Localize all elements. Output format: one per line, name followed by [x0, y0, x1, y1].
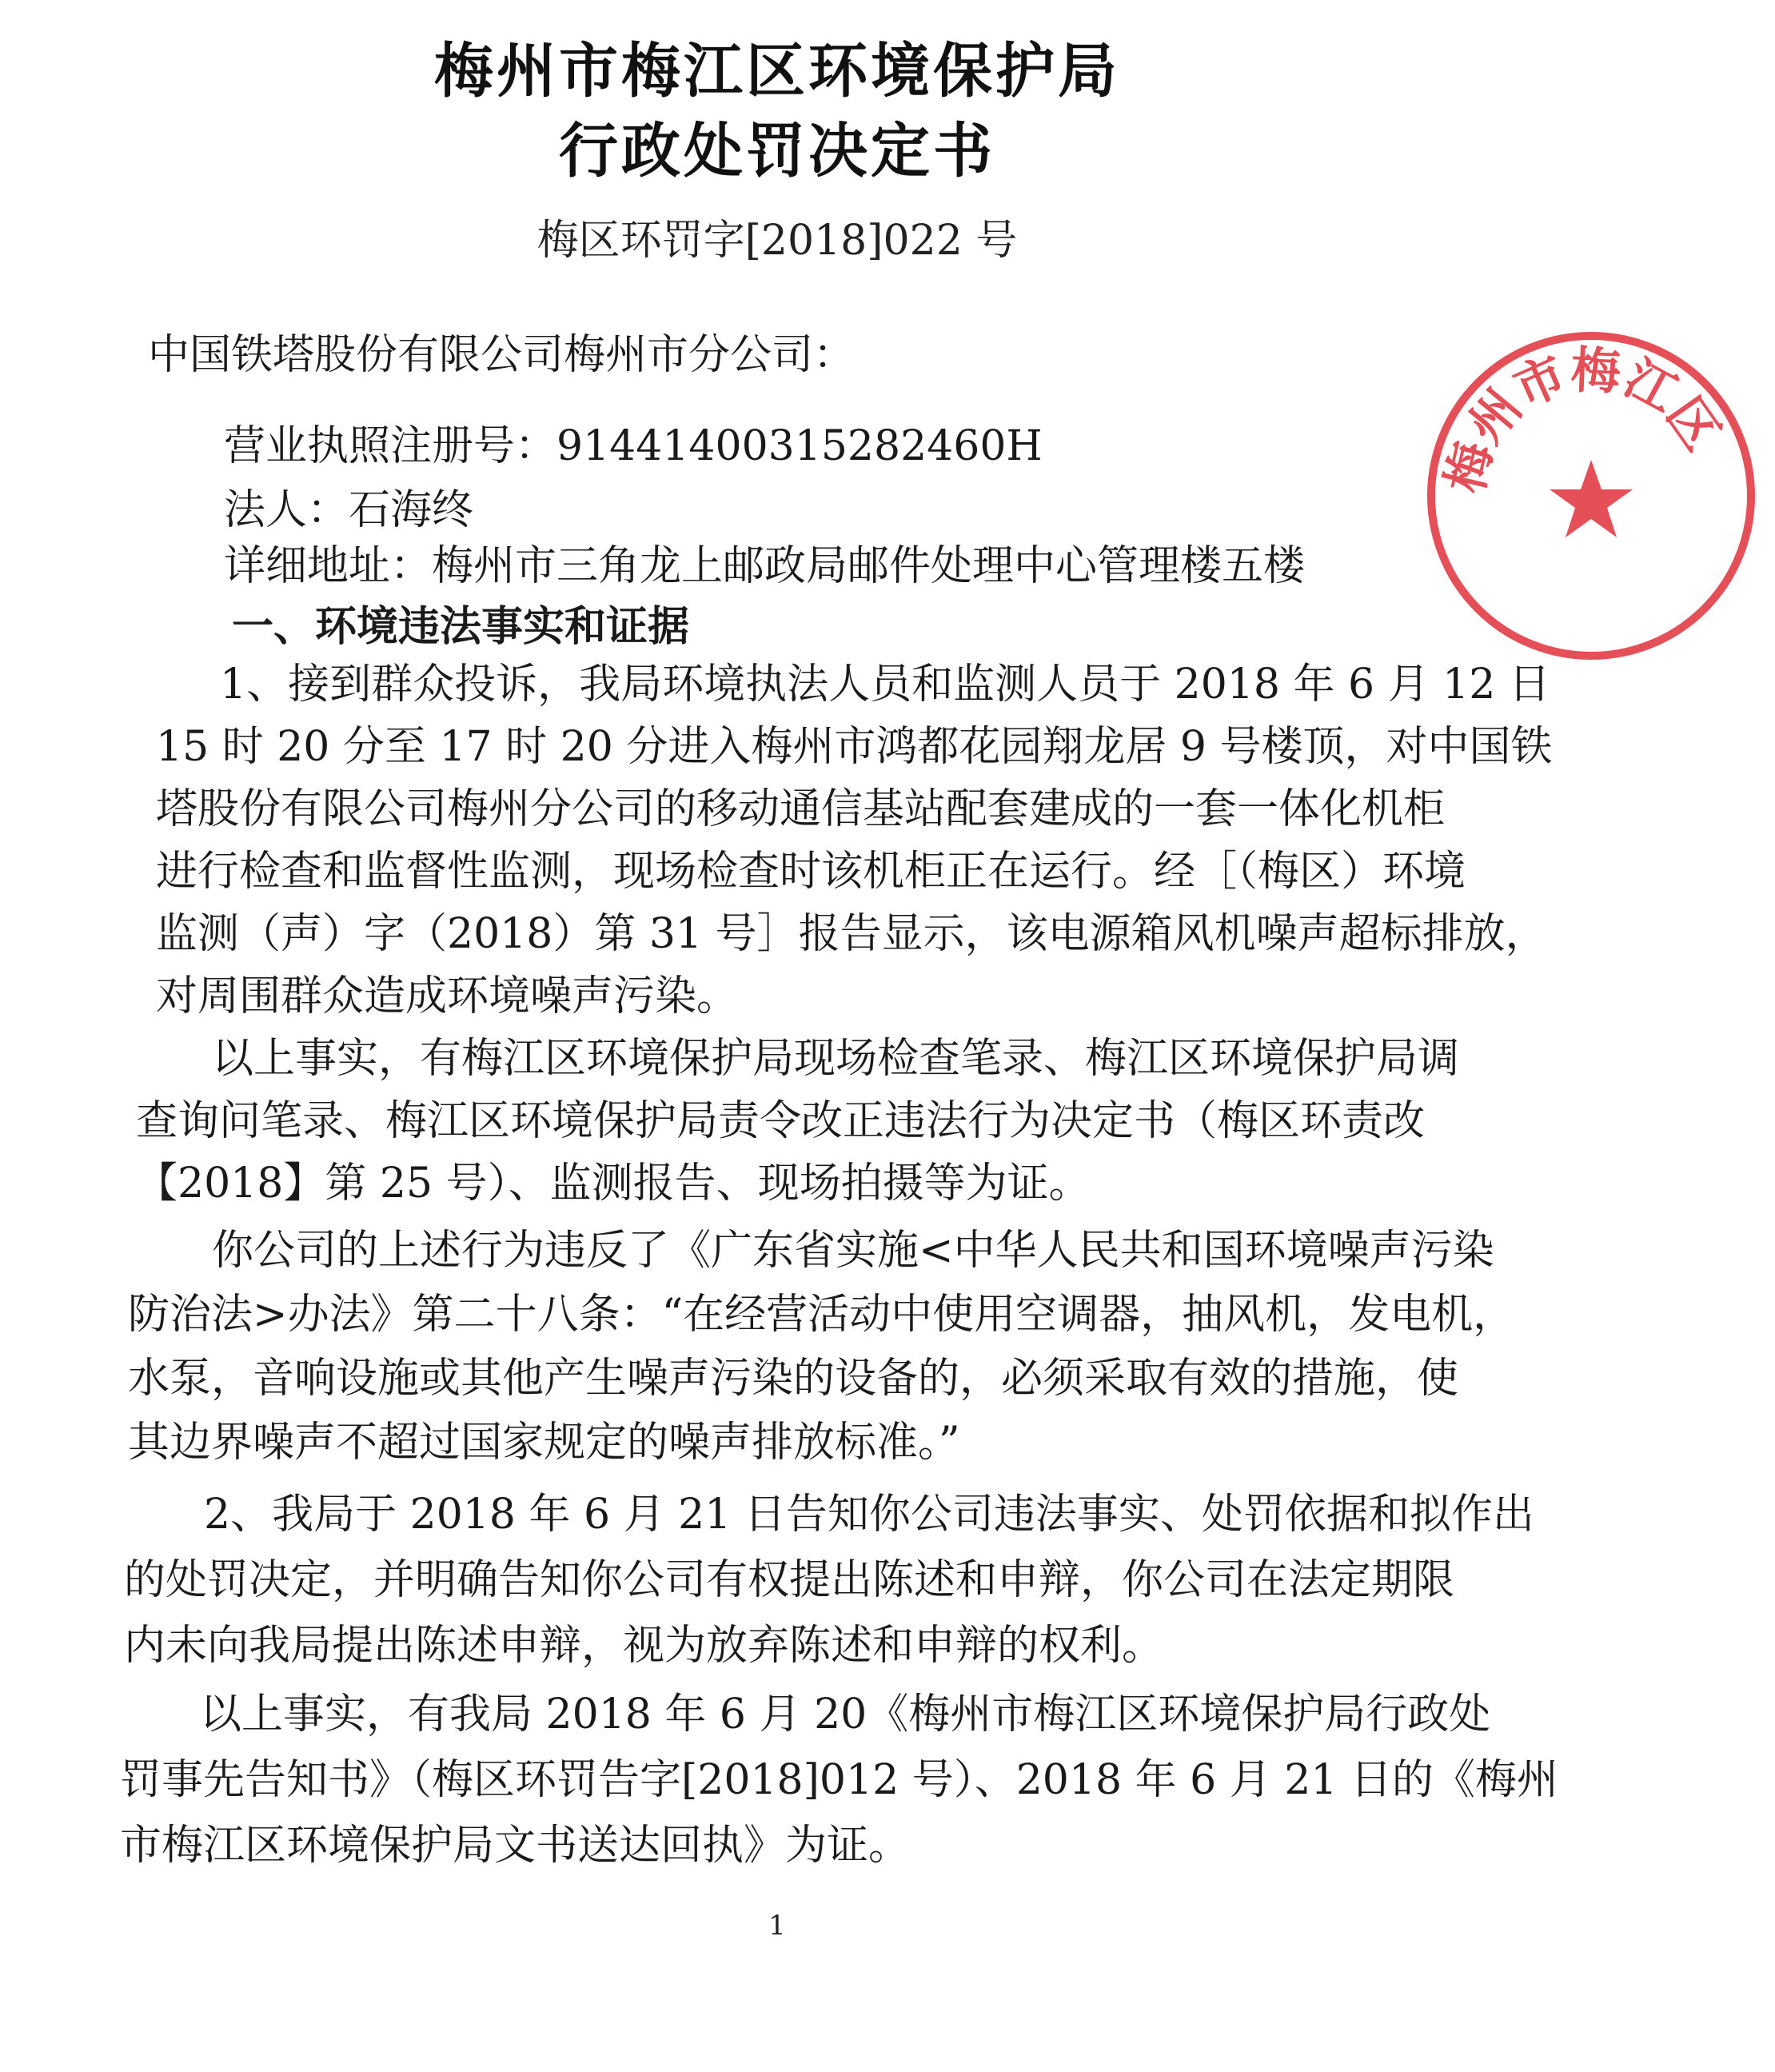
- paragraph-line: 进行检查和监督性监测，现场检查时该机柜正在运行。经［（梅区）环境: [156, 848, 1466, 896]
- paragraph-line: 防治法>办法》第二十八条：“在经营活动中使用空调器，抽风机，发电机，: [128, 1291, 1515, 1339]
- paragraph-line: 【2018】第 25 号）、监测报告、现场拍摄等为证。: [136, 1160, 1091, 1208]
- paragraph-line: 2、我局于 2018 年 6 月 21 日告知你公司违法事实、处罚依据和拟作出: [204, 1491, 1534, 1539]
- paragraph-line: 你公司的上述行为违反了《广东省实施<中华人民共和国环境噪声污染: [212, 1227, 1494, 1275]
- official-seal-icon: [1407, 312, 1775, 680]
- detailed-address: 详细地址：梅州市三角龙上邮政局邮件处理中心管理楼五楼: [224, 542, 1306, 590]
- seal-text: 梅州市梅江区: [1435, 340, 1732, 498]
- paragraph-line: 以上事实，有我局 2018 年 6 月 20《梅州市梅江区环境保护局行政处: [200, 1691, 1491, 1739]
- paragraph-line: 监测（声）字（2018）第 31 号］报告显示，该电源箱风机噪声超标排放，: [156, 910, 1547, 958]
- document-title-line1: 梅州市梅江区环境保护局: [434, 37, 1120, 106]
- section-heading-facts: 一、环境违法事实和证据: [232, 603, 690, 651]
- paragraph-line: 内未向我局提出陈述申辩，视为放弃陈述和申辩的权利。: [124, 1622, 1164, 1670]
- addressee-name: 中国铁塔股份有限公司梅州市分公司：: [148, 331, 856, 379]
- document-title-line2: 行政处罚决定书: [559, 117, 995, 186]
- paragraph-line: 罚事先告知书》（梅区环罚告字[2018]012 号）、2018 年 6 月 21 日的《梅州: [120, 1756, 1558, 1804]
- legal-person: 法人：石海终: [224, 486, 474, 534]
- paragraph-line: 市梅江区环境保护局文书送达回执》为证。: [120, 1822, 911, 1870]
- paragraph-line: 15 时 20 分至 17 时 20 分进入梅州市鸿都花园翔龙居 9 号楼顶，对中国铁: [156, 723, 1553, 771]
- paragraph-line: 查询问笔录、梅江区环境保护局责令改正违法行为决定书（梅区环责改: [136, 1097, 1426, 1145]
- page-number: 1: [768, 1910, 786, 1942]
- document-number: 梅区环罚字[2018]022 号: [536, 217, 1018, 265]
- paragraph-line: 塔股份有限公司梅州分公司的移动通信基站配套建成的一套一体化机柜: [156, 785, 1446, 833]
- paragraph-line: 以上事实，有梅江区环境保护局现场检查笔录、梅江区环境保护局调: [212, 1035, 1460, 1083]
- business-license-number: 营业执照注册号：91441400315282460H: [224, 422, 1043, 470]
- paragraph-line: 对周围群众造成环境噪声污染。: [156, 972, 739, 1020]
- paragraph-line: 其边界噪声不超过国家规定的噪声排放标准。”: [128, 1419, 960, 1467]
- paragraph-line: 水泵，音响设施或其他产生噪声污染的设备的，必须采取有效的措施，使: [128, 1355, 1459, 1403]
- paragraph-line: 的处罚决定，并明确告知你公司有权提出陈述和申辩，你公司在法定期限: [124, 1556, 1455, 1604]
- paragraph-line: 1、接到群众投诉，我局环境执法人员和监测人员于 2018 年 6 月 12 日: [220, 661, 1550, 709]
